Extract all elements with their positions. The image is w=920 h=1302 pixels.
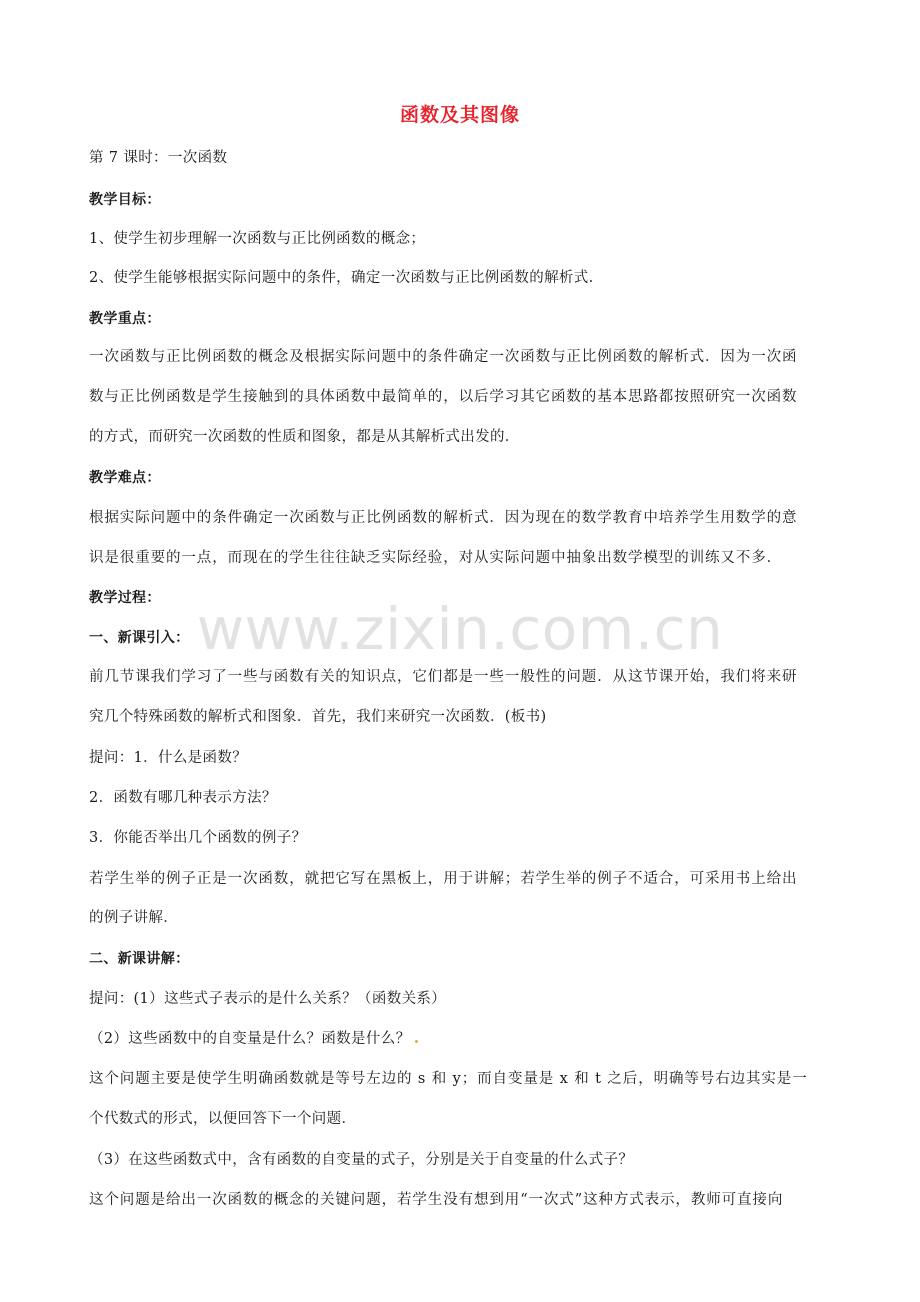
difficulties-heading: 教学难点： [89,470,161,486]
paragraph-line: 识是很重要的一点，而现在的学生往往缺乏实际经验，对从实际问题中抽象出数学模型的训练又不多． [89,550,782,566]
question-line: 2．函数有哪几种表示方法？ [89,790,277,806]
process-heading: 教学过程： [89,590,161,606]
paragraph-line: 的例子讲解． [89,910,179,926]
page-title: 函数及其图像 [399,104,520,126]
question-line: （3）在这些函数式中，含有函数的自变量的式子，分别是关于自变量的什么式子？ [89,1152,634,1168]
paragraph-line: 根据实际问题中的条件确定一次函数与正比例函数的解析式．因为现在的数学教育中培养学生用数学的意 [89,510,798,526]
paragraph-line: 数与正比例函数是学生接触到的具体函数中最简单的，以后学习其它函数的基本思路都按照研究一次函数 [89,389,798,405]
paragraph-line: 一次函数与正比例函数的概念及根据实际问题中的条件确定一次函数与正比例函数的解析式．因为一次函 [89,349,798,365]
section1-heading: 一、新课引入： [89,630,190,646]
key-points-heading: 教学重点： [89,311,161,327]
question-line: 提问：1．什么是函数？ [89,750,248,766]
paragraph-line: 个代数式的形式，以便回答下一个问题． [89,1111,357,1127]
paragraph-line: 的方式，而研究一次函数的性质和图象，都是从其解析式出发的． [89,429,520,445]
section2-heading: 二、新课讲解： [89,951,190,967]
objective-item: 2、使学生能够根据实际问题中的条件，确定一次函数与正比例函数的解析式. [89,270,594,286]
question-line [89,1029,834,1049]
question-text: （2）这些函数中的自变量是什么？函数是什么？ [89,1031,411,1047]
objective-item: 1、使学生初步理解一次函数与正比例函数的概念； [89,231,426,247]
paragraph-line: 前几节课我们学习了一些与函数有关的知识点，它们都是一些一般性的问题．从这节课开始，我们将来研 [89,669,798,685]
watermark: www.zixin.com.cn [196,595,724,663]
paragraph-line: 这个问题是给出一次函数的概念的关键问题，若学生没有想到用“一次式”这种方式表示，教师可直接向 [89,1192,784,1208]
decorative-dot [415,1040,418,1043]
lesson-label: 第 7 课时：一次函数 [89,150,228,166]
question-line: 3．你能否举出几个函数的例子？ [89,830,307,846]
paragraph-line: 若学生举的例子正是一次函数，就把它写在黑板上，用于讲解；若学生举的例子不适合，可采用书上给出 [89,871,798,887]
objectives-heading: 教学目标： [89,192,161,208]
paragraph-line: 究几个特殊函数的解析式和图象．首先，我们来研究一次函数．(板书) [89,709,547,725]
question-line: 提问：(1）这些式子表示的是什么关系？（函数关系） [89,991,447,1007]
paragraph-line: 这个问题主要是使学生明确函数就是等号左边的 s 和 y；而自变量是 x 和 t 之后，明确等号右边其实是一 [89,1071,808,1087]
